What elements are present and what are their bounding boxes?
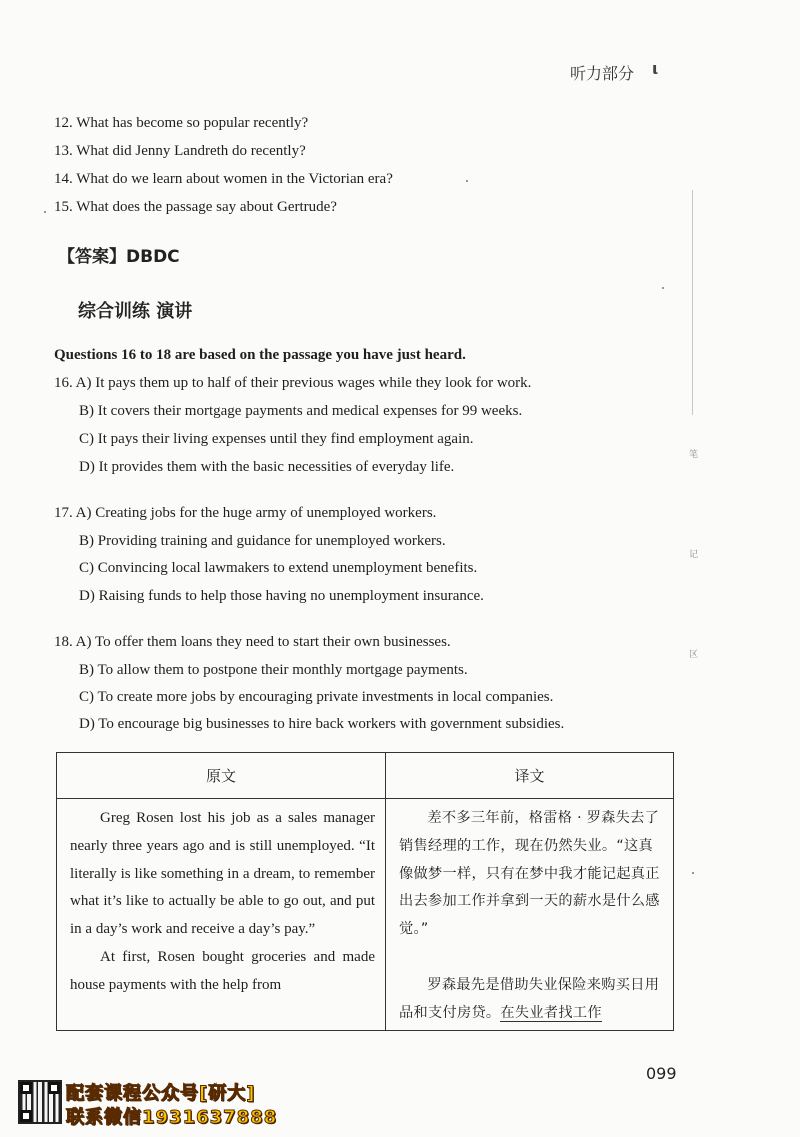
notes-label-char: 区 — [689, 650, 699, 660]
questions-heading: Questions 16 to 18 are based on the passage you have just heard. — [54, 347, 466, 363]
q17-option-a: 17. A) Creating jobs for the huge army of unemployed workers. — [54, 505, 437, 521]
stray-dot — [692, 872, 694, 874]
notes-label-char: 记 — [689, 550, 699, 560]
notes-label-char: 笔 — [689, 450, 699, 460]
question-12: 12. What has become so popular recently? — [54, 115, 309, 131]
q18-option-b: B) To allow them to postpone their monthly mortgage payments. — [79, 662, 468, 678]
header-ornament-icon: ι — [652, 59, 659, 78]
stray-dot — [662, 287, 664, 289]
section-title: 综合训练 演讲 — [78, 301, 193, 322]
q16-option-b: B) It covers their mortgage payments and medical expenses for 99 weeks. — [79, 403, 523, 419]
underlined-phrase: 在失业者找工作 — [500, 1004, 602, 1021]
column-header-original: 原文 — [57, 753, 386, 799]
q16-option-c: C) It pays their living expenses until they find employment again. — [79, 431, 474, 447]
translation-text: 罗森最先是借助失业保险来购买日用品和支付房贷。 — [399, 976, 660, 1021]
running-header: 听力部分 — [570, 64, 635, 83]
promo-line-contact: 联系微信1931637888 — [66, 1107, 278, 1128]
original-text-cell — [57, 799, 386, 1031]
page-number: 099 — [646, 1064, 677, 1083]
promo-line-wechat-account: 配套课程公众号[研大] — [66, 1083, 256, 1104]
q17-option-d: D) Raising funds to help those having no unemployment insurance. — [79, 588, 484, 604]
q17-option-b: B) Providing training and guidance for unemployed workers. — [79, 533, 446, 549]
translation-paragraph — [399, 972, 663, 1028]
answer-key: 【答案】DBDC — [58, 247, 180, 267]
question-13: 13. What did Jenny Landreth do recently? — [54, 143, 306, 159]
column-header-translation: 译文 — [386, 753, 674, 799]
translation-text-cell — [386, 799, 674, 1031]
original-paragraph: Greg Rosen lost his job as a sales manager nearly three years ago and is still unemployed. “It literally is like something in a dream, to remember what it’s like to actually be able to go out, and put in a day’s work and receive a day’s pay.” — [70, 810, 375, 938]
q17-option-c: C) Convincing local lawmakers to extend unemployment benefits. — [79, 560, 478, 576]
stray-dot — [44, 211, 46, 213]
translation-paragraph: 差不多三年前，格雷格 · 罗森失去了销售经理的工作，现在仍然失业。“这真像做梦一样，只有在梦中我才能记起真正出去参加工作并拿到一天的薪水是什么感觉。” — [399, 810, 660, 938]
question-14: 14. What do we learn about women in the Victorian era? — [54, 171, 393, 187]
q18-option-d: D) To encourage big businesses to hire back workers with government subsidies. — [79, 716, 565, 732]
original-paragraph: At first, Rosen bought groceries and made house payments with the help from — [70, 948, 375, 993]
stray-dot — [466, 180, 468, 182]
notes-margin-line — [692, 190, 693, 415]
qr-code-icon — [18, 1080, 62, 1124]
q16-option-a: 16. A) It pays them up to half of their previous wages while they look for work. — [54, 375, 532, 391]
q18-option-a: 18. A) To offer them loans they need to start their own businesses. — [54, 634, 451, 650]
transcript-table — [56, 752, 674, 1031]
q16-option-d: D) It provides them with the basic necessities of everyday life. — [79, 459, 455, 475]
q18-option-c: C) To create more jobs by encouraging private investments in local companies. — [79, 689, 554, 705]
question-15: 15. What does the passage say about Gertrude? — [54, 199, 337, 215]
